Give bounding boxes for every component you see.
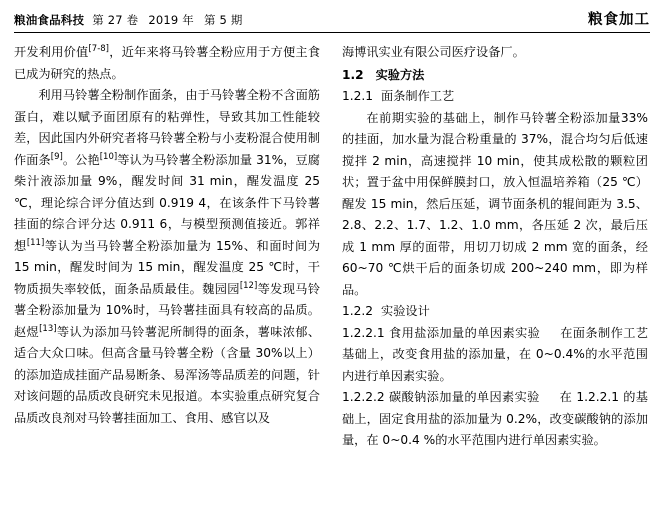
paragraph-text-after: ，近年来将马铃薯全粉应用于方便主食已成为研究的热点。: [14, 45, 321, 81]
segment-6: 等认为当马铃薯全粉添加量为 15%、和面时间为 15 min，醒发时间为 15 min，醒发温度 25 ℃时，干物质损失率较低，面条品质最佳。魏园园: [14, 238, 321, 296]
experiment-title: 食用盐添加量的单因素实验: [388, 325, 541, 340]
paragraph-continued: [14, 42, 320, 85]
segment-8: 等发现马铃薯全粉添加量为 10%时，马铃薯挂面具有较高的品质。赵煜: [14, 281, 321, 339]
subsection-number: 1.2.1: [342, 89, 374, 103]
journal-name: 粮油食品科技: [14, 13, 85, 27]
reference-marker: [11]: [26, 237, 45, 248]
section-number: 1.2: [342, 67, 364, 82]
left-column: [14, 42, 320, 452]
paragraph-body: [14, 85, 320, 429]
subsection-number: 1.2.2: [342, 304, 374, 318]
section-label: 实验方法: [375, 67, 425, 82]
segment-10: 等认为添加马铃薯泥所制得的面条，薯味浓郁、适合大众口味。但高含量马铃薯全粉（含量 30%以上）的添加造成挂面产品易断条、易浑汤等品质差的问题，针对该问题的品质改良研究未见报道。本实验重点研究复合品质改良剂对马铃薯挂面加工、食用、感官以及: [14, 324, 321, 425]
running-head-left: [14, 12, 253, 28]
issue: 第 5 期: [203, 13, 243, 27]
subsection-body: 在前期实验的基础上，制作马铃薯全粉添加量33%的挂面，加水量为混合粉重量的 37%，混合均匀后低速搅拌 2 min，高速搅拌 10 min，使其成松散的颗粒团状；置于盆中用保鲜膜封口，放入恒温培养箱（25 ℃）醒发 15 min，然后压延，调节面条机的辊间距为 3.5、2.8、2.2、1.7、1.2、1.0 mm，各压延 2 次，最后压成 1 mm 厚的面带，用切刀切成 2 mm 宽的面条，经 60~70 ℃烘干后的面条切成 200~240 mm，即为样品。: [342, 110, 648, 297]
subsection-heading: [342, 86, 648, 108]
subsection-heading: [342, 301, 648, 323]
segment-2: 。公艳: [62, 152, 100, 167]
section-heading: [342, 65, 648, 87]
body-columns: [14, 42, 650, 452]
experiment-item: [342, 323, 648, 388]
reference-marker: [13]: [39, 323, 57, 334]
experiment-number: 1.2.2.2: [342, 390, 385, 404]
reference-marker: [7-8]: [88, 43, 109, 54]
running-head: [14, 8, 650, 33]
experiment-body: 在面条制作工艺基础上，改变食用盐的添加量，在 0~0.4%的水平范围内进行单因素实验。: [342, 325, 649, 383]
experiment-item: [342, 387, 648, 452]
experiment-title: 碳酸钠添加量的单因素实验: [388, 390, 540, 404]
reference-marker: [9]: [50, 151, 63, 162]
paragraph-text-before: 开发利用价值: [14, 45, 89, 59]
experiment-number: 1.2.2.1: [342, 325, 385, 340]
reference-marker: [10]: [99, 151, 118, 162]
segment-4: 等认为马铃薯全粉添加量 31%，豆腐柴汁液添加量 9%，醒发时间 31 min，醒发温度 25 ℃，理论综合评分值达到 0.919 4，在该条件下马铃薯挂面的综合评分达 0.911 6，与模型预测值接近。郭祥想: [14, 152, 320, 253]
paragraph-continued: 海博讯实业有限公司医疗设备厂。: [342, 45, 525, 59]
right-column: [342, 42, 648, 452]
experiment-body: 在 1.2.2.1 的基础上，固定食用盐的添加量为 0.2%，改变碳酸钠的添加量，在 0~0.4 %的水平范围内进行单因素实验。: [342, 390, 648, 447]
segment-0: 利用马铃薯全粉制作面条，由于马铃薯全粉不含面筋蛋白，难以赋予面团原有的粘弹性，导致其加工性能较差，因此国内外研究者将马铃薯全粉与小麦粉混合使用制作面条: [14, 88, 320, 167]
year: 2019 年: [148, 13, 194, 27]
reference-marker: [12]: [239, 280, 258, 291]
section-title: 粮食加工: [588, 12, 650, 28]
subsection-label: 实验设计: [381, 304, 430, 318]
volume: 第 27 卷: [92, 13, 139, 27]
subsection-label: 面条制作工艺: [381, 89, 455, 103]
